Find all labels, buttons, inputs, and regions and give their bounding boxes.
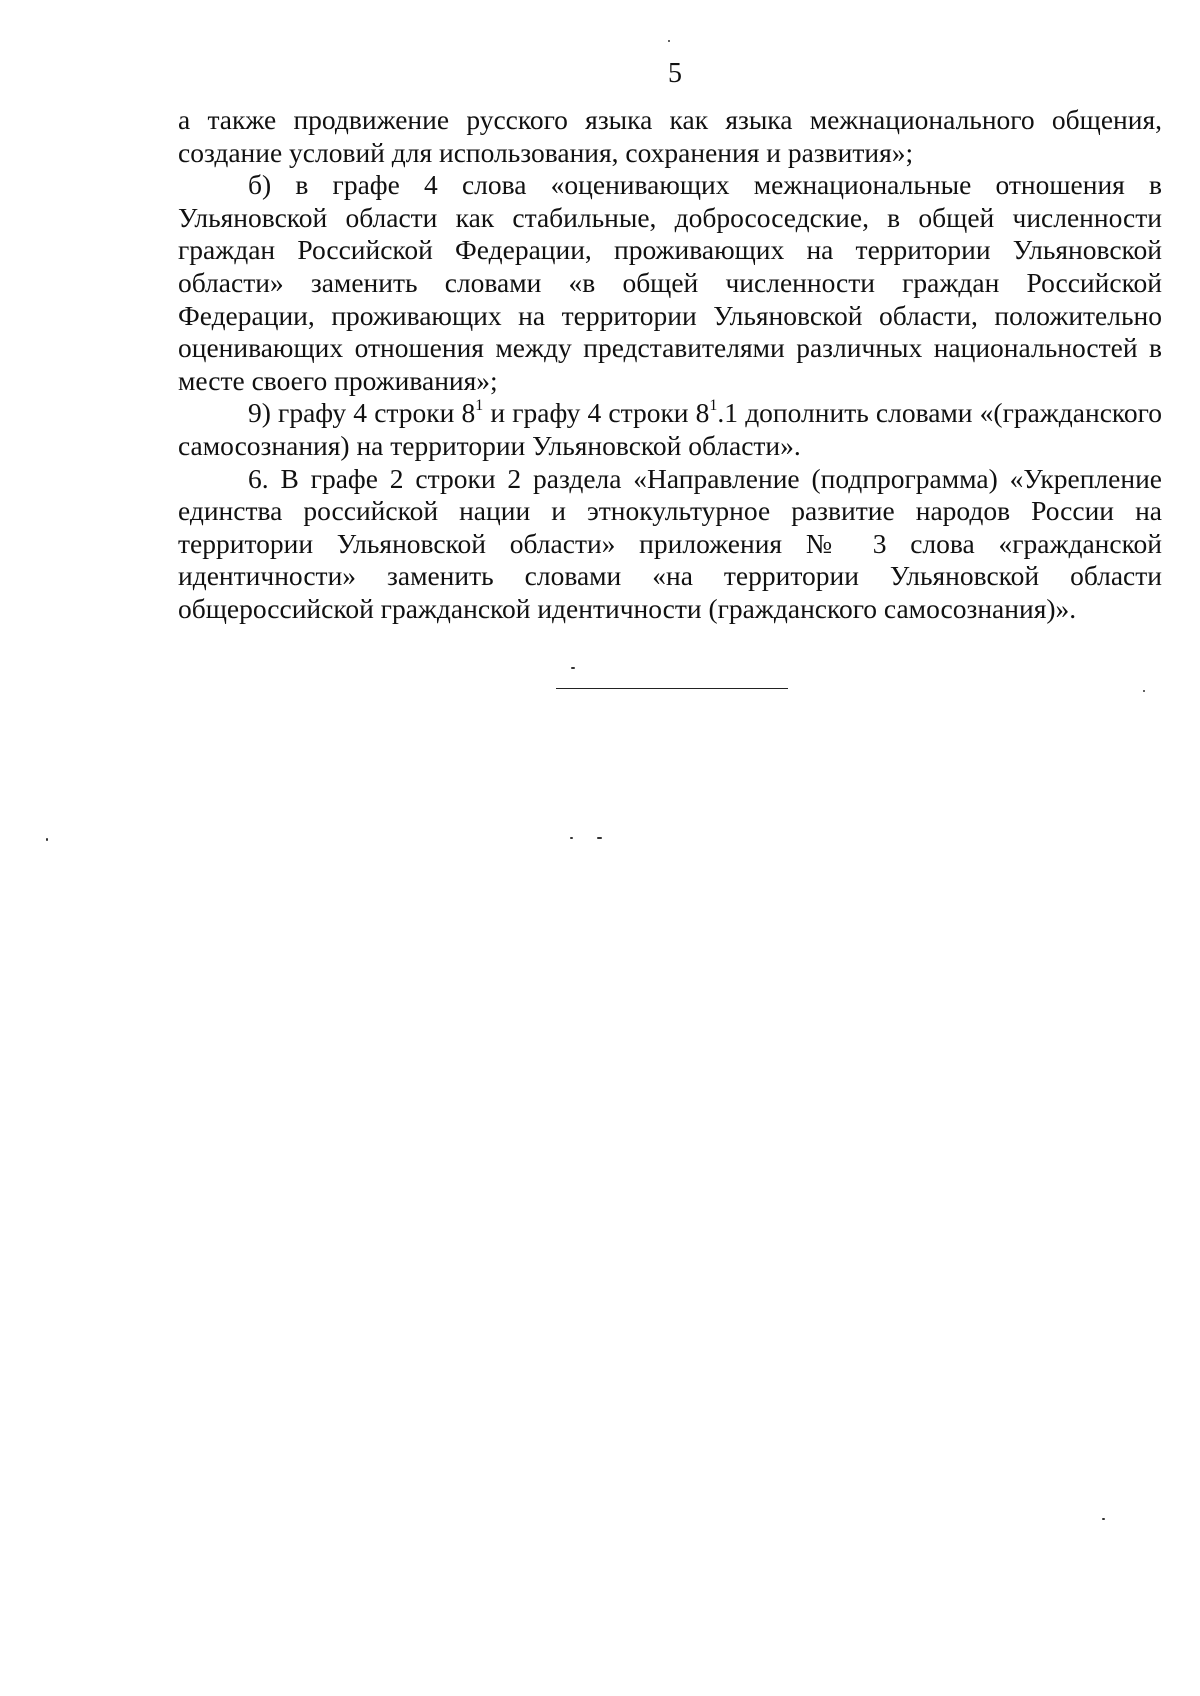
scan-speck	[668, 40, 670, 42]
superscript-2: 1	[709, 397, 718, 415]
paragraph-item-9-text-3: .1 дополнить словами «(гражданского самосознания) на территории Ульяновской области».	[178, 397, 1162, 461]
paragraph-item-b: б) в графе 4 слова «оценивающих межнациональные отношения в Ульяновской области как стабильные, добрососедские, в общей численности граждан Российской Федерации, проживающих на территории Ульяновской области» заменить словами «в общей численности граждан Российской Федерации, проживающих на территории Ульяновской области, положительно оценивающих отношения между представителями различных национальностей в месте своего проживания»;	[178, 169, 1162, 396]
end-of-text-rule	[556, 688, 788, 689]
scan-speck	[1143, 690, 1145, 692]
scan-speck	[571, 667, 575, 669]
superscript-1: 1	[475, 397, 484, 415]
page-number: 5	[668, 58, 682, 89]
scan-speck	[570, 837, 573, 839]
paragraph-item-9-text-1: 9) графу 4 строки 8	[248, 397, 476, 429]
paragraph-item-9-text-2: и графу 4 строки 8	[483, 397, 710, 429]
document-body	[178, 104, 1162, 626]
paragraph-item-6: 6. В графе 2 строки 2 раздела «Направление (подпрограмма) «Укрепление единства российской нации и этнокультурное развитие народов России на территории Ульяновской области» приложения № 3 слова «гражданской идентичности» заменить словами «на территории Ульяновской области общероссийской гражданской идентичности (гражданского самосознания)».	[178, 462, 1162, 624]
scan-speck	[46, 838, 48, 841]
scan-speck	[597, 837, 602, 839]
paragraph-continuation: а также продвижение русского языка как языка межнационального общения, создание условий для использования, сохранения и развития»;	[178, 104, 1162, 168]
scan-speck	[1102, 1518, 1105, 1520]
paragraph-item-9	[178, 397, 1162, 462]
